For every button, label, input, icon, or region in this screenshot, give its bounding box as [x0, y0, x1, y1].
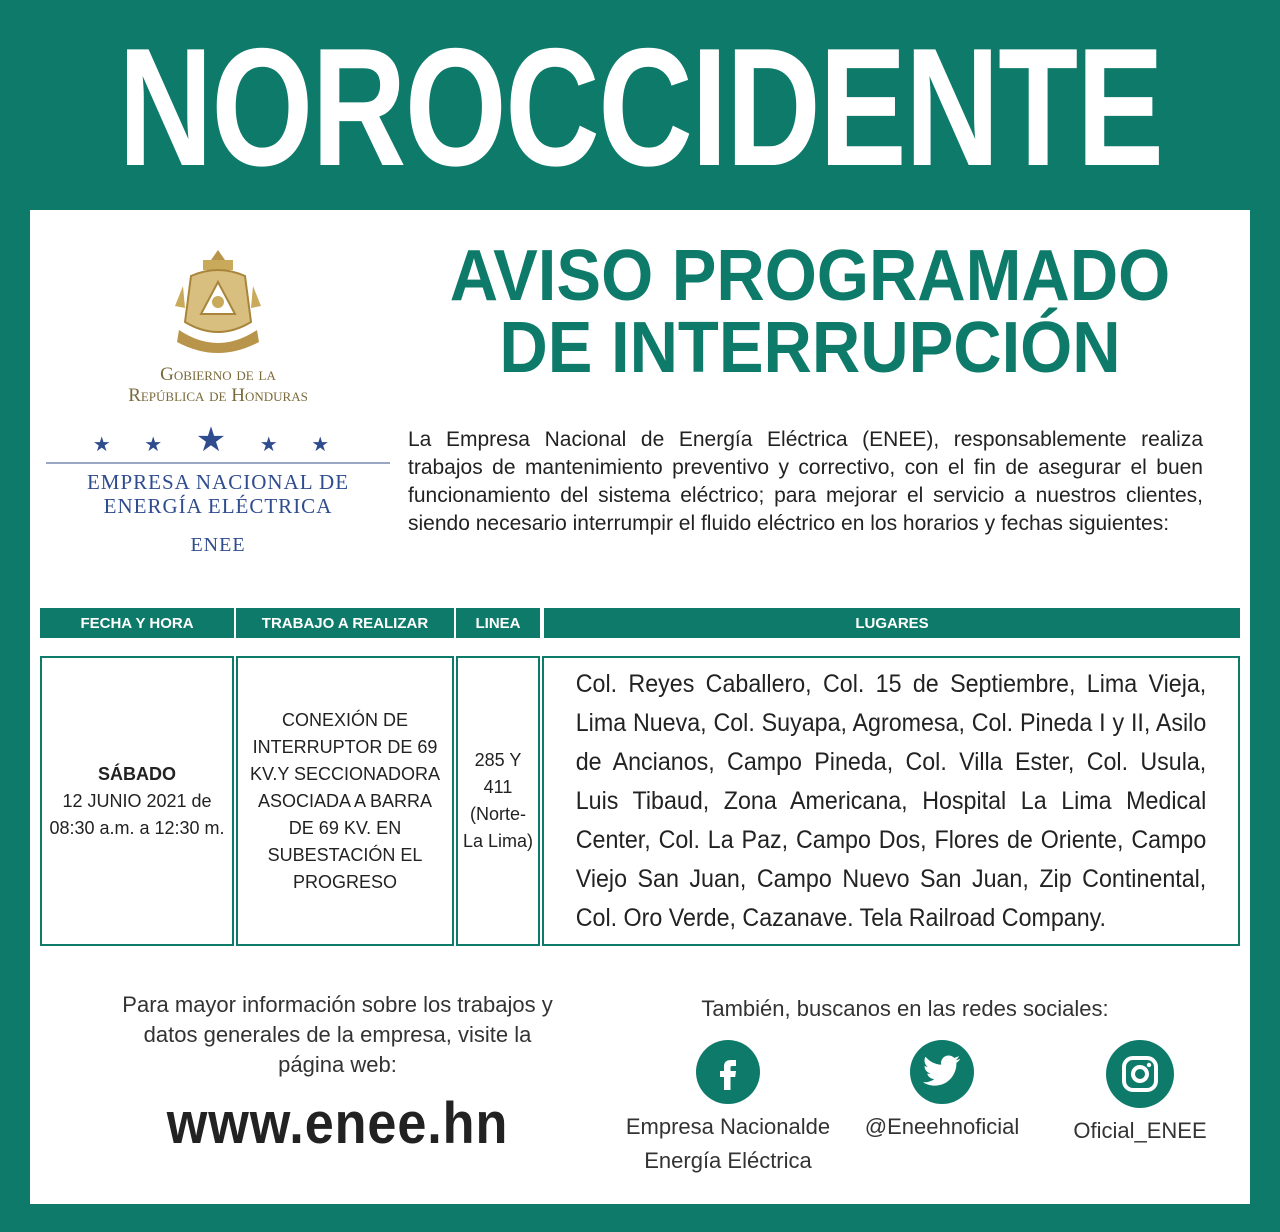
social-title: También, buscanos en las redes sociales: — [701, 996, 1109, 1021]
instagram-icon[interactable] — [1106, 1040, 1174, 1108]
government-name — [46, 364, 390, 406]
instagram-label: Oficial_ENEE — [1073, 1118, 1207, 1143]
enee-logo-block — [46, 246, 390, 557]
footer-info-block — [120, 990, 555, 1157]
divider — [46, 462, 390, 464]
header-trabajo: TRABAJO A REALIZAR — [236, 608, 454, 638]
header-linea: LINEA — [456, 608, 540, 638]
government-line-1: Gobierno de la — [160, 364, 276, 385]
cell-day: SÁBADO — [97, 763, 176, 784]
cell-line: 285 Y 411 (Norte-La Lima) — [462, 750, 534, 851]
cell-lugares — [542, 656, 1240, 946]
header-fecha-hora: FECHA Y HORA — [40, 608, 234, 638]
intro-paragraph: La Empresa Nacional de Energía Eléctrica (ENEE), responsablemente realiza trabajos de mantenimiento preventivo y correctivo, con el fin de asegurar el buen funcionamiento del sistema eléctrico; para mejorar el servicio a nuestros clientes, siendo necesario interrumpir el fluido eléctrico en los horarios y fechas siguientes: — [408, 428, 1203, 535]
enee-name-line-1: EMPRESA NACIONAL DE — [86, 470, 350, 494]
header-lugares: LUGARES — [544, 608, 1240, 638]
twitter-label: @Eneehnoficial — [864, 1114, 1020, 1139]
banner-title: NOROCCIDENTE — [117, 13, 1163, 201]
cell-date: 12 JUNIO 2021 de 08:30 a.m. a 12:30 m. — [49, 790, 225, 838]
social-twitter[interactable] — [832, 1040, 1052, 1144]
cell-work: CONEXIÓN DE INTERRUPTOR DE 69 KV.Y SECCIONADORA ASOCIADA A BARRA DE 69 KV. EN SUBESTACIÓN EL PROGRESO — [249, 709, 441, 892]
cell-linea — [456, 656, 540, 946]
honduras-seal-icon — [173, 246, 263, 358]
facebook-icon[interactable] — [696, 1040, 760, 1104]
cell-fecha-hora — [40, 656, 234, 946]
website-link[interactable]: www.enee.hn — [166, 1091, 509, 1156]
headline-line-2: DE INTERRUPCIÓN — [499, 308, 1121, 388]
headline — [400, 236, 1220, 388]
government-line-2: República de Honduras — [128, 385, 308, 406]
stars-icon: ★ ★ ★ ★ ★ — [92, 421, 344, 459]
enee-abbreviation: ENEE — [190, 534, 246, 556]
enee-full-name — [46, 470, 390, 518]
twitter-icon[interactable] — [910, 1040, 974, 1104]
cell-places: Col. Reyes Caballero, Col. 15 de Septiembre, Lima Vieja, Lima Nueva, Col. Suyapa, Agromesa, Col. Pineda I y II, Asilo de Ancianos, Campo Pineda, Col. Villa Ester, Col. Usula, Luis Tibaud, Zona Americana, Hospital La Lima Medical Center, Col. La Paz, Campo Dos, Flores de Oriente, Campo Viejo San Juan, Campo Nuevo San Juan, Zip Continental, Col. Oro Verde, Cazanave. Tela Railroad Company. — [575, 669, 1207, 932]
cell-trabajo — [236, 656, 454, 946]
facebook-label: Empresa Nacionalde Energía Eléctrica — [625, 1114, 831, 1173]
social-facebook[interactable] — [618, 1040, 838, 1178]
headline-line-1: AVISO PROGRAMADO — [449, 236, 1171, 316]
notice-panel — [30, 210, 1250, 1204]
social-instagram[interactable] — [1030, 1040, 1250, 1148]
banner — [0, 0, 1280, 210]
info-text: Para mayor información sobre los trabajos y datos generales de la empresa, visite la página web: — [122, 992, 553, 1077]
enee-name-line-2: ENERGÍA ELÉCTRICA — [103, 494, 333, 518]
